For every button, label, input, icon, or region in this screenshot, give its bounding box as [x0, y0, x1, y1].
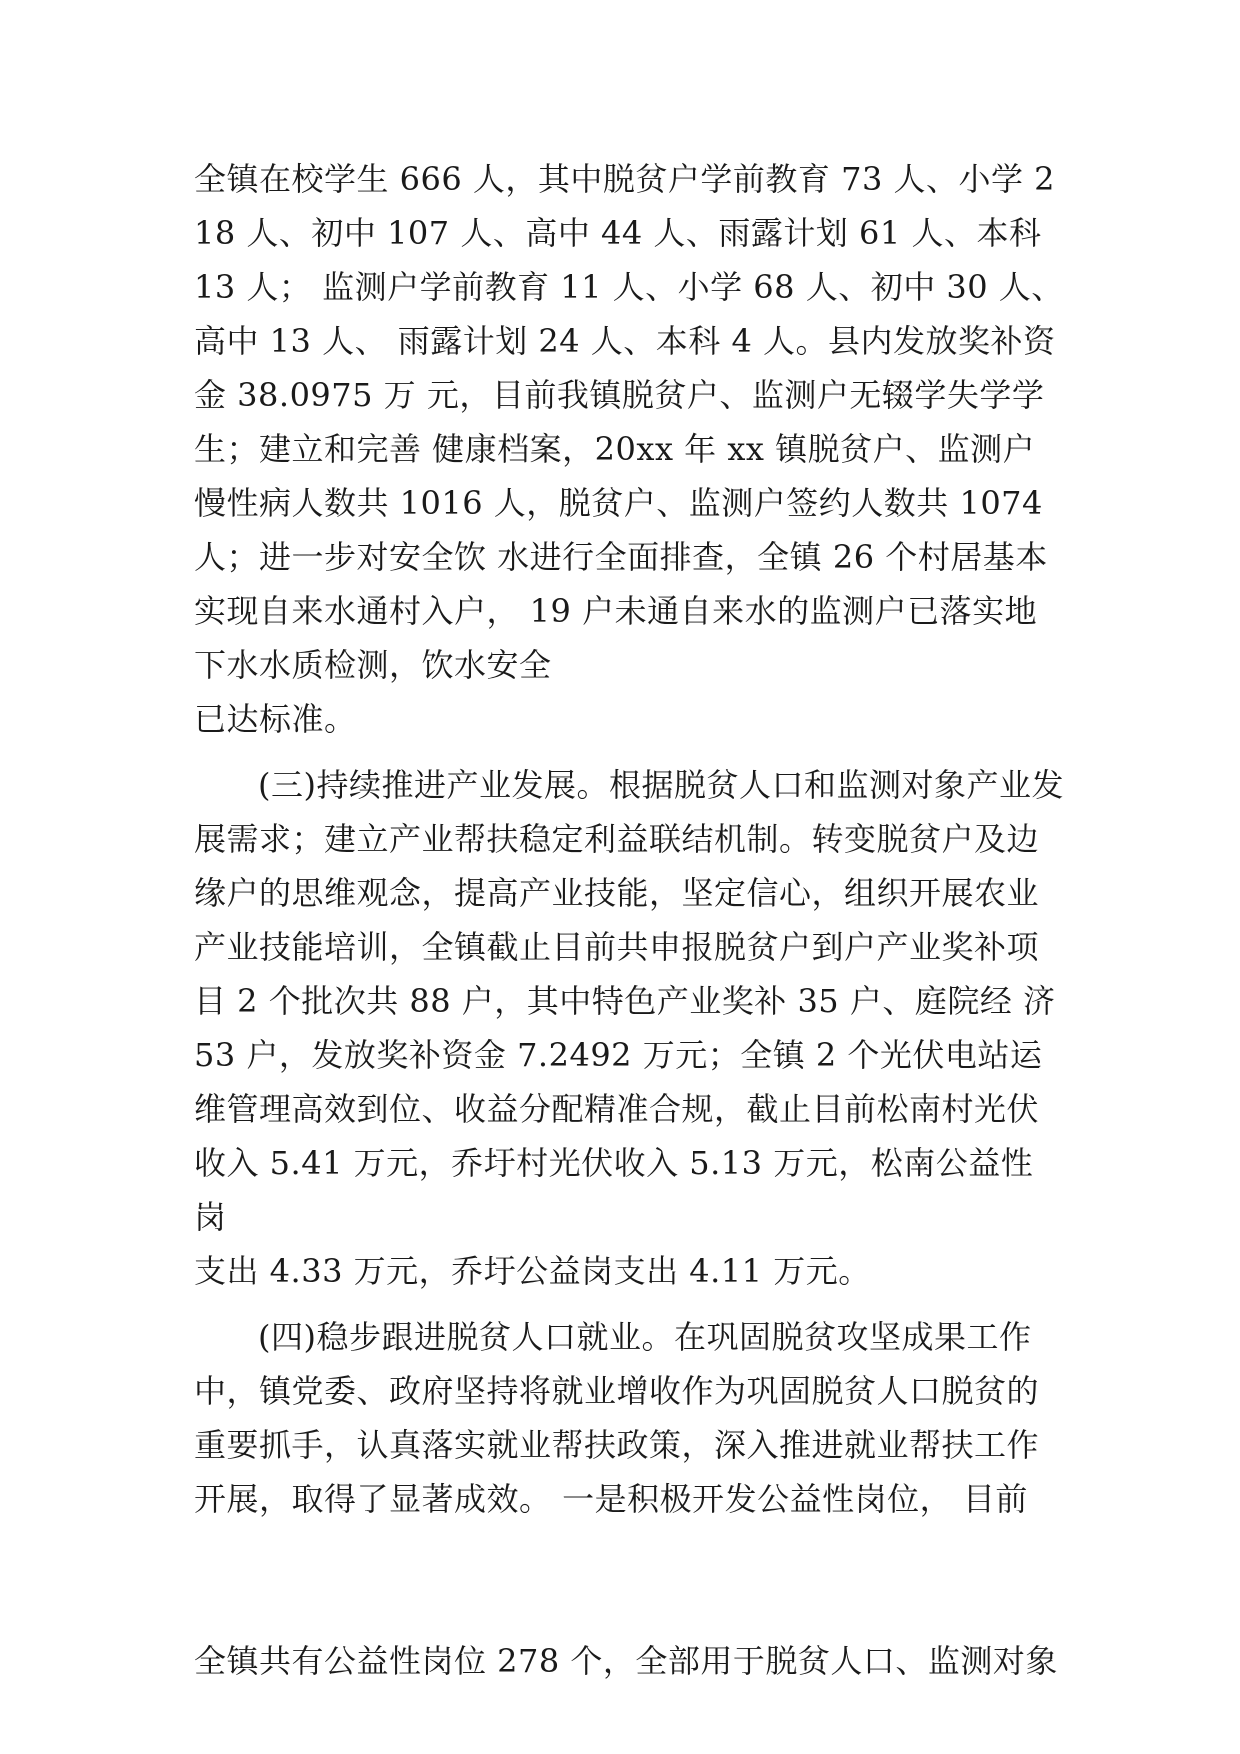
paragraph-education-health-water: 全镇在校学生 666 人，其中脱贫户学前教育 73 人、小学 218 人、初中 107 人、高中 44 人、雨露计划 61 人、本科 13 人； 监测户学前教育 11 人、小学 68 人、初中 30 人、高中 13 人、 雨露计划 24 人、本科 4 人。县内发放奖补资金 38.0975 万 元，目前我镇脱贫户、监测户无辍学失学学生；建立和完善 健康档案，20xx 年 xx 镇脱贫户、监测户慢性病人数共 1016 人，脱贫户、监测户签约人数共 1074 人；进一步对安全饮 水进行全面排查，全镇 26 个村居基本实现自来水通村入户， 19 户未通自来水的监测户已落实地下水水质检测，饮水安全 — [194, 160, 1064, 684]
paragraph-public-post-expense: 支出 4.33 万元，乔圩公益岗支出 4.11 万元。 — [194, 1252, 871, 1290]
paragraph-industry-development: (三)持续推进产业发展。根据脱贫人口和监测对象产业发展需求；建立产业帮扶稳定利益联结机制。转变脱贫户及边缘户的思维观念，提高产业技能，坚定信心，组织开展农业产业技能培训，全镇截止目前共申报脱贫户到户产业奖补项目 2 个批次共 88 户，其中特色产业奖补 35 户、庭院经 济 53 户，发放奖补资金 7.2492 万元；全镇 2 个光伏电站运 维管理高效到位、收益分配精准合规，截止目前松南村光伏 收入 5.41 万元，乔圩村光伏收入 5.13 万元，松南公益性岗 — [194, 766, 1064, 1236]
paragraph-standard-reached: 已达标准。 — [194, 700, 357, 738]
paragraph-employment: (四)稳步跟进脱贫人口就业。在巩固脱贫攻坚成果工作中，镇党委、政府坚持将就业增收作为巩固脱贫人口脱贫的重要抓手，认真落实就业帮扶政策，深入推进就业帮扶工作开展，取得了显著成效。 一是积极开发公益性岗位， 目前 — [194, 1318, 1040, 1518]
paragraph-public-posts-count: 全镇共有公益性岗位 278 个，全部用于脱贫人口、监测对象 — [194, 1642, 1058, 1680]
